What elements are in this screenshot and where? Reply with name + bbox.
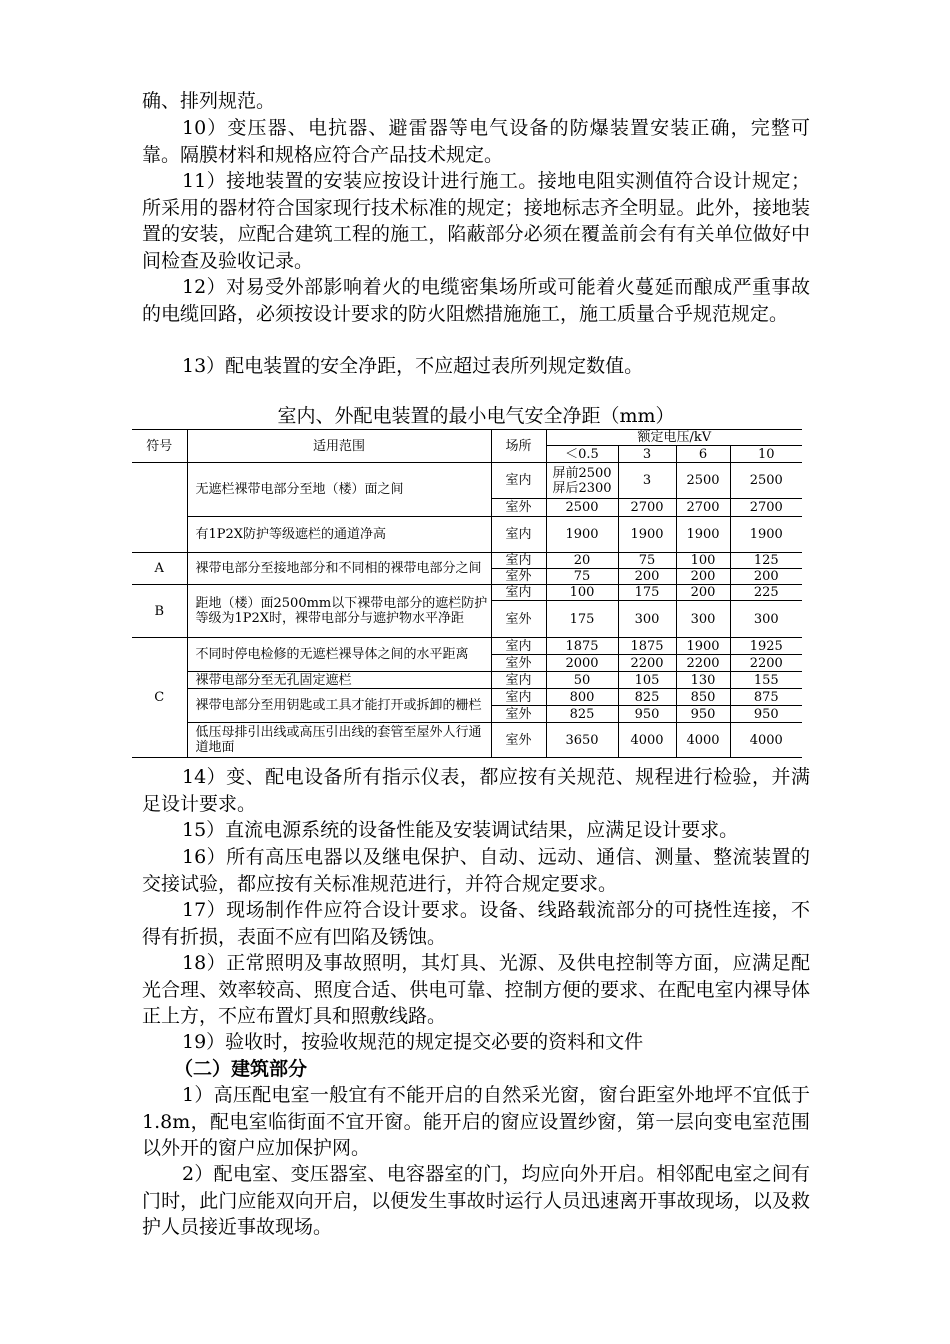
- row-value: 1875: [546, 638, 618, 655]
- row-place: 室内: [491, 517, 546, 553]
- row-value: 950: [676, 706, 730, 723]
- row-value: 2700: [618, 499, 676, 517]
- header-v1: ＜0.5: [546, 446, 618, 463]
- row-value: 3: [618, 463, 676, 499]
- row-value: 1875: [618, 638, 676, 655]
- row-value: 20: [546, 553, 618, 569]
- row-value: 2200: [676, 655, 730, 672]
- row-value: 2000: [546, 655, 618, 672]
- section-heading: （二）建筑部分: [174, 1058, 308, 1080]
- table-row: [132, 638, 802, 655]
- table-row: [132, 463, 802, 499]
- row-place: 室内: [491, 463, 546, 499]
- row-value: 1900: [676, 638, 730, 655]
- row-value: 4000: [618, 723, 676, 758]
- row-place: 室内: [491, 689, 546, 706]
- row-place: 室内: [491, 585, 546, 601]
- table-row: [132, 585, 802, 601]
- row-value: 2500: [676, 463, 730, 499]
- row-place: 室外: [491, 655, 546, 672]
- row-value: 2200: [730, 655, 802, 672]
- row-value: 125: [730, 553, 802, 569]
- row-value: 200: [618, 569, 676, 585]
- row-place: 室外: [491, 706, 546, 723]
- row-symbol: B: [132, 585, 187, 638]
- row-value: 75: [618, 553, 676, 569]
- paragraph-15: 15）直流电源系统的设备性能及安装调试结果，应满足设计要求。: [182, 819, 739, 841]
- row-value: 4000: [730, 723, 802, 758]
- row-value: 300: [618, 601, 676, 638]
- row-value: 2500: [546, 499, 618, 517]
- paragraph-12: 12）对易受外部影响着火的电缆密集场所或可能着火蔓延而酿成严重事故的电缆回路，必须按设计要求的防火阻燃措施施工，施工质量合乎规范规定。: [142, 276, 810, 325]
- row-value: 225: [730, 585, 802, 601]
- paragraph-19: 19）验收时，按验收规范的规定提交必要的资料和文件: [182, 1031, 644, 1053]
- row-scope: 不同时停电检修的无遮栏裸导体之间的水平距离: [187, 638, 491, 672]
- table-row: [132, 672, 802, 689]
- row-value: 300: [676, 601, 730, 638]
- row-scope: 裸带电部分至用钥匙或工具才能打开或拆卸的栅栏: [187, 689, 491, 723]
- paragraph-16: 16）所有高压电器以及继电保护、自动、远动、通信、测量、整流装置的交接试验，都应按有关标准规范进行，并符合规定要求。: [142, 846, 810, 895]
- row-value: 850: [676, 689, 730, 706]
- row-value: 105: [618, 672, 676, 689]
- row-value: 200: [676, 585, 730, 601]
- paragraph-11: 11）接地装置的安装应按设计进行施工。接地电阻实测值符合设计规定；所采用的器材符合国家现行技术标准的规定；接地标志齐全明显。此外，接地装置的安装，应配合建筑工程的施工，陷蔽部分必须在覆盖前会有有关单位做好中间检查及验收记录。: [142, 170, 810, 272]
- paragraph-13: 13）配电装置的安全净距，不应超过表所列规定数值。: [182, 355, 644, 377]
- row-value: 75: [546, 569, 618, 585]
- row-value: 50: [546, 672, 618, 689]
- row-place: 室外: [491, 723, 546, 758]
- row-value: 2200: [618, 655, 676, 672]
- row-value: 825: [546, 706, 618, 723]
- row-value: 200: [730, 569, 802, 585]
- table-row: [132, 689, 802, 706]
- paragraph-14: 14）变、配电设备所有指示仪表，都应按有关规范、规程进行检验，并满足设计要求。: [142, 766, 810, 815]
- row-scope: 有1P2X防护等级遮栏的通道净高: [187, 517, 491, 553]
- row-place: 室外: [491, 601, 546, 638]
- row-value: 2700: [730, 499, 802, 517]
- header-symbol: 符号: [132, 430, 187, 463]
- table-row: [132, 553, 802, 569]
- row-place: 室内: [491, 553, 546, 569]
- table-row: [132, 517, 802, 553]
- row-value: 950: [618, 706, 676, 723]
- header-place: 场所: [491, 430, 546, 463]
- header-v2: 3: [618, 446, 676, 463]
- row-scope: 距地（楼）面2500mm以下裸带电部分的遮栏防护等级为1P2X时，裸带电部分与遮护物水平净距: [187, 585, 491, 638]
- row-value: 2700: [676, 499, 730, 517]
- row-value: 300: [730, 601, 802, 638]
- row-value: 1900: [546, 517, 618, 553]
- header-voltage: 额定电压/kV: [546, 430, 802, 446]
- header-v4: 10: [730, 446, 802, 463]
- row-place: 室外: [491, 569, 546, 585]
- row-value: 100: [546, 585, 618, 601]
- row-value: 825: [618, 689, 676, 706]
- row-value: 100: [676, 553, 730, 569]
- row-value: 950: [730, 706, 802, 723]
- row-value: 1900: [618, 517, 676, 553]
- paragraph-9-tail: 确、排列规范。: [142, 90, 276, 112]
- row-value: 1900: [730, 517, 802, 553]
- row-value: 1900: [676, 517, 730, 553]
- clearance-table: [132, 429, 802, 758]
- row-value: 800: [546, 689, 618, 706]
- row-scope: 裸带电部分至无孔固定遮栏: [187, 672, 491, 689]
- header-row: [132, 430, 802, 446]
- row-value: 屏前2500 屏后2300: [546, 463, 618, 499]
- row-place: 室内: [491, 672, 546, 689]
- row-scope: 无遮栏裸带电部分至地（楼）面之间: [187, 463, 491, 517]
- paragraph-arch-2: 2）配电室、变压器室、电容器室的门，均应向外开启。相邻配电室之间有门时，此门应能双向开启，以便发生事故时运行人员迅速离开事故现场，以及救护人员接近事故现场。: [142, 1163, 810, 1238]
- row-value: 130: [676, 672, 730, 689]
- row-scope: 低压母排引出线或高压引出线的套管至屋外人行通道地面: [187, 723, 491, 758]
- row-value: 2500: [730, 463, 802, 499]
- table-row: [132, 723, 802, 758]
- header-scope: 适用范围: [187, 430, 491, 463]
- paragraph-18: 18）正常照明及事故照明，其灯具、光源、及供电控制等方面，应满足配光合理、效率较高、照度合适、供电可靠、控制方便的要求、在配电室内裸导体正上方，不应布置灯具和照敷线路。: [142, 952, 810, 1027]
- row-value: 1925: [730, 638, 802, 655]
- row-symbol: C: [132, 638, 187, 758]
- table-caption: 室内、外配电装置的最小电气安全净距（mm）: [277, 405, 675, 427]
- paragraph-arch-1: 1）高压配电室一般宜有不能开启的自然采光窗，窗台距室外地坪不宜低于1.8m，配电室临街面不宜开窗。能开启的窗应设置纱窗，第一层向变电室范围以外开的窗户应加保护网。: [142, 1084, 810, 1159]
- row-scope: 裸带电部分至接地部分和不同相的裸带电部分之间: [187, 553, 491, 585]
- row-value: 3650: [546, 723, 618, 758]
- row-value: 175: [546, 601, 618, 638]
- row-value: 875: [730, 689, 802, 706]
- row-value: 200: [676, 569, 730, 585]
- row-value: 175: [618, 585, 676, 601]
- row-symbol: A: [132, 553, 187, 585]
- row-place: 室外: [491, 499, 546, 517]
- row-value: 155: [730, 672, 802, 689]
- paragraph-17: 17）现场制作件应符合设计要求。设备、线路载流部分的可挠性连接，不得有折损，表面不应有凹陷及锈蚀。: [142, 899, 810, 948]
- header-v3: 6: [676, 446, 730, 463]
- row-place: 室内: [491, 638, 546, 655]
- row-value: 4000: [676, 723, 730, 758]
- paragraph-10: 10）变压器、电抗器、避雷器等电气设备的防爆装置安装正确，完整可靠。隔膜材料和规格应符合产品技术规定。: [142, 117, 810, 166]
